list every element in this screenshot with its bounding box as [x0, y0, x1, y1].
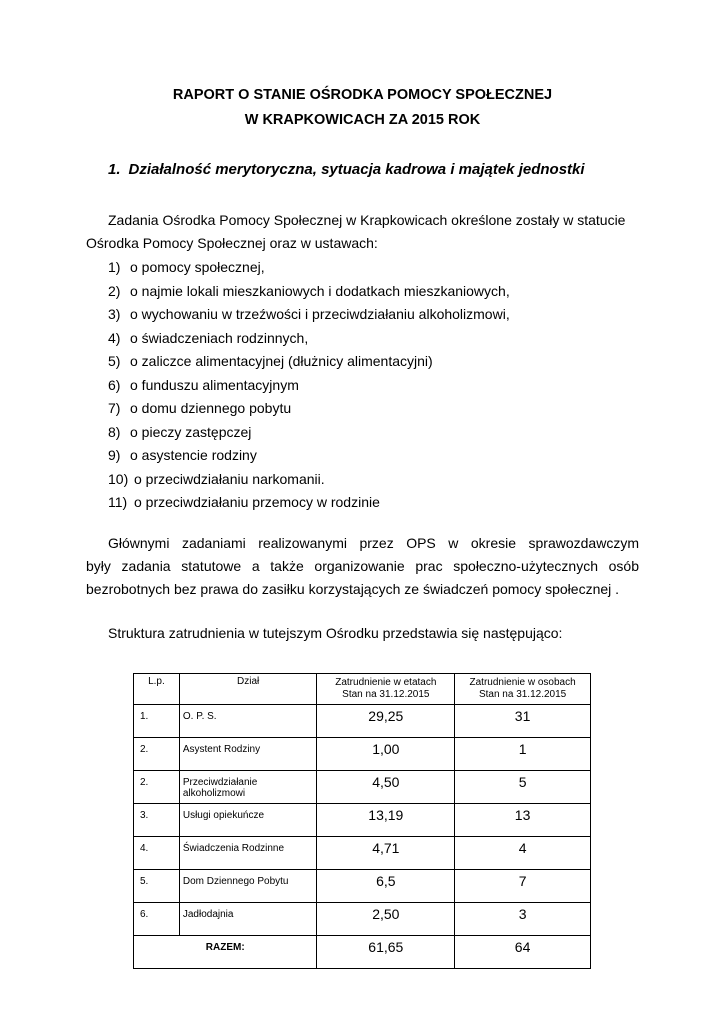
report-title-line-2: W KRAPKOWICACH ZA 2015 ROK — [244, 112, 481, 128]
section-number: 1. — [108, 161, 121, 178]
list-item-number: 9) — [108, 447, 121, 463]
cell-osoby: 5 — [455, 771, 591, 804]
list-item-number: 8) — [108, 423, 121, 440]
cell-lp: 5. — [134, 870, 180, 903]
section-heading — [108, 161, 585, 178]
header-osoby-line-2: Stan na 31.12.2015 — [478, 689, 567, 700]
list-item-text: o asystencie rodziny — [130, 447, 257, 463]
cell-lp: 3. — [134, 804, 180, 837]
header-etaty-line-2: Stan na 31.12.2015 — [342, 689, 430, 700]
list-item-text: o najmie lokali mieszkaniowych i dodatkach mieszkaniowych, — [130, 282, 510, 299]
cell-etaty: 4,71 — [317, 837, 455, 870]
cell-dzial: Asystent Rodziny — [179, 738, 317, 771]
table-row — [134, 903, 591, 936]
cell-etaty: 6,5 — [317, 870, 455, 903]
list-item — [108, 256, 510, 280]
cell-dzial: Usługi opiekuńcze — [179, 804, 317, 837]
list-item-text: o domu dziennego pobytu — [130, 400, 292, 416]
staff-table — [133, 673, 591, 969]
header-osoby — [455, 674, 591, 705]
list-item-text: o pieczy zastępczej — [130, 423, 252, 440]
cell-etaty: 13,19 — [317, 804, 455, 837]
list-item-number: 2) — [108, 282, 121, 299]
list-item-number: 4) — [108, 329, 121, 346]
intro-line-1: Zadania Ośrodka Pomocy Społecznej w Krapkowicach określone zostały w statucie — [108, 212, 626, 228]
list-item — [108, 421, 510, 445]
list-item-number: 1) — [108, 259, 121, 275]
cell-dzial: Jadłodajnia — [179, 903, 317, 936]
table-header-row — [134, 674, 591, 705]
cell-lp: 2. — [134, 738, 180, 771]
cell-dzial: O. P. S. — [179, 705, 317, 738]
table-row — [134, 870, 591, 903]
intro-paragraph — [86, 209, 639, 255]
table-row — [134, 804, 591, 837]
list-item-text: o przeciwdziałaniu przemocy w rodzinie — [134, 494, 380, 510]
header-etaty-line-1: Zatrudnienie w etatach — [335, 677, 437, 688]
list-item — [108, 280, 510, 304]
list-item — [108, 444, 510, 468]
list-item — [108, 374, 510, 398]
report-title-line-1: RAPORT O STANIE OŚRODKA POMOCY SPOŁECZNEJ — [172, 87, 553, 103]
cell-osoby: 13 — [455, 804, 591, 837]
cell-lp: 6. — [134, 903, 180, 936]
cell-dzial: Świadczenia Rodzinne — [179, 837, 317, 870]
list-item-number: 7) — [108, 400, 121, 416]
structure-intro: Struktura zatrudnienia w tutejszym Ośrodku przedstawia się następująco: — [108, 625, 563, 641]
total-etaty: 61,65 — [317, 936, 455, 969]
table-total-row — [134, 936, 591, 969]
table-row — [134, 705, 591, 738]
list-item-number: 3) — [108, 306, 121, 322]
header-lp: L.p. — [134, 674, 180, 705]
cell-osoby: 1 — [455, 738, 591, 771]
header-etaty — [317, 674, 455, 705]
table-row — [134, 738, 591, 771]
list-item-number: 11) — [108, 494, 128, 510]
list-item-number: 5) — [108, 353, 121, 369]
list-item — [108, 350, 510, 374]
list-item — [108, 468, 510, 492]
cell-dzial: Przeciwdziałanie alkoholizmowi — [179, 771, 317, 804]
cell-osoby: 4 — [455, 837, 591, 870]
cell-etaty: 29,25 — [317, 705, 455, 738]
cell-osoby: 31 — [455, 705, 591, 738]
cell-osoby: 7 — [455, 870, 591, 903]
tasks-paragraph — [86, 532, 639, 601]
list-item-text: o wychowaniu w trzeźwości i przeciwdziałaniu alkoholizmowi, — [130, 306, 510, 322]
list-item — [108, 327, 510, 351]
cell-lp: 2. — [134, 771, 180, 804]
laws-list — [108, 256, 510, 515]
cell-etaty: 1,00 — [317, 738, 455, 771]
header-dzial: Dział — [179, 674, 317, 705]
list-item-number: 6) — [108, 376, 121, 393]
list-item-number: 10) — [108, 470, 129, 487]
list-item-text: o zaliczce alimentacyjnej (dłużnicy alimentacyjni) — [130, 353, 433, 369]
intro-line-2: Ośrodka Pomocy Społecznej oraz w ustawach: — [86, 235, 378, 251]
cell-lp: 4. — [134, 837, 180, 870]
cell-lp: 1. — [134, 705, 180, 738]
tasks-line-2: były zadania statutowe a także organizowanie prac społeczno-użytecznych osób — [86, 558, 639, 574]
list-item-text: o świadczeniach rodzinnych, — [130, 329, 309, 346]
tasks-line-1: Głównymi zadaniami realizowanymi przez OPS w okresie sprawozdawczym — [108, 535, 639, 551]
list-item-text: o pomocy społecznej, — [130, 259, 265, 275]
total-osoby: 64 — [455, 936, 591, 969]
list-item — [108, 303, 510, 327]
list-item-text: o funduszu alimentacyjnym — [130, 376, 299, 393]
section-title: Działalność merytoryczna, sytuacja kadrowa i majątek jednostki — [128, 161, 585, 178]
cell-etaty: 2,50 — [317, 903, 455, 936]
tasks-line-3: bezrobotnych bez prawa do zasiłku korzystających ze świadczeń pomocy społecznej . — [86, 581, 620, 597]
header-osoby-line-1: Zatrudnienie w osobach — [469, 677, 576, 688]
list-item — [108, 491, 510, 515]
cell-osoby: 3 — [455, 903, 591, 936]
list-item — [108, 397, 510, 421]
table-row — [134, 837, 591, 870]
list-item-text: o przeciwdziałaniu narkomanii. — [134, 470, 325, 487]
cell-dzial: Dom Dziennego Pobytu — [179, 870, 317, 903]
cell-etaty: 4,50 — [317, 771, 455, 804]
total-label: RAZEM: — [134, 936, 317, 969]
table-row — [134, 771, 591, 804]
